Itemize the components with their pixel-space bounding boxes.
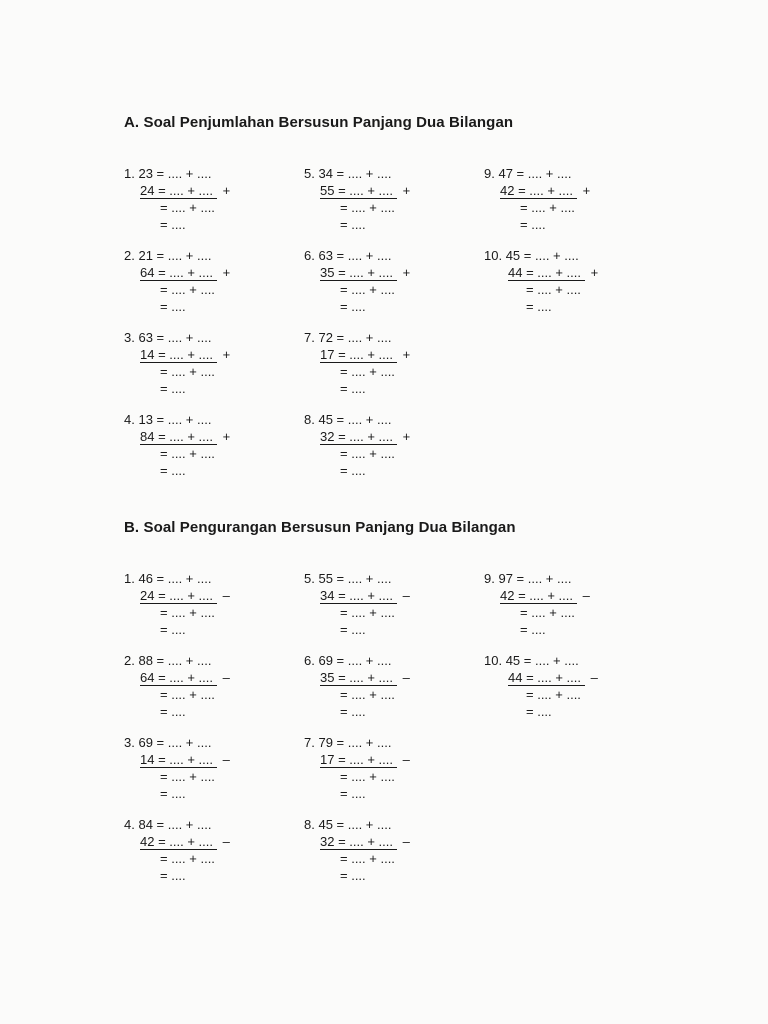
problem-line-3: = .... + .... [520, 605, 575, 620]
problem-line-2 [320, 429, 410, 446]
problem-number: 7. [304, 735, 315, 750]
problem-number: 4. [124, 412, 135, 427]
problem-line-1 [124, 735, 211, 752]
problem-number: 8. [304, 817, 315, 832]
problem-line-4: = .... [340, 217, 366, 232]
problem-item [484, 653, 644, 725]
problem-line-4: = .... [160, 786, 186, 801]
problem-item [124, 166, 284, 238]
decomposition-blank: = .... + .... [334, 588, 397, 603]
problem-line-4: = .... [340, 381, 366, 396]
first-number: 34 [318, 166, 333, 181]
problem-number: 9. [484, 166, 495, 181]
decomposition-blank: = .... + .... [334, 752, 397, 767]
underlined-second-row [500, 588, 577, 604]
problem-item [304, 653, 464, 725]
underlined-second-row [320, 670, 397, 686]
second-number: 35 [320, 670, 335, 685]
problem-line-3: = .... + .... [340, 687, 395, 702]
decomposition-blank: = .... + .... [334, 670, 397, 685]
problem-line-2 [140, 752, 230, 769]
decomposition-blank: = .... + .... [154, 670, 217, 685]
problem-number: 2. [124, 653, 135, 668]
problem-line-3: = .... + .... [526, 687, 581, 702]
decomposition-blank: = .... + .... [332, 330, 392, 345]
first-number: 63 [318, 248, 333, 263]
underlined-second-row [140, 752, 217, 768]
problem-line-1 [124, 248, 211, 265]
operator-sign: + [402, 265, 411, 280]
problem-item [124, 248, 284, 320]
problem-number: 5. [304, 166, 315, 181]
problem-line-1 [124, 571, 211, 588]
first-number: 63 [138, 330, 153, 345]
problem-item [124, 817, 284, 889]
problem-line-1 [124, 653, 211, 670]
first-number: 79 [318, 735, 333, 750]
underlined-second-row [320, 588, 397, 604]
operator-sign: + [402, 429, 411, 444]
decomposition-blank: = .... + .... [512, 571, 572, 586]
problem-line-2 [320, 834, 410, 851]
first-number: 46 [138, 571, 153, 586]
underlined-second-row [140, 834, 217, 850]
problem-item [484, 166, 644, 238]
decomposition-blank: = .... + .... [154, 347, 217, 362]
problem-item [124, 571, 284, 643]
first-number: 84 [138, 817, 153, 832]
operator-sign: + [222, 183, 231, 198]
operator-sign: – [222, 670, 230, 685]
problem-line-3: = .... + .... [160, 605, 215, 620]
operator-sign: + [222, 347, 231, 362]
problem-number: 2. [124, 248, 135, 263]
problem-line-2 [140, 670, 230, 687]
decomposition-blank: = .... + .... [334, 834, 397, 849]
underlined-second-row [508, 265, 585, 281]
problem-line-3: = .... + .... [160, 364, 215, 379]
problem-line-3: = .... + .... [160, 687, 215, 702]
problem-line-4: = .... [160, 622, 186, 637]
problem-line-1 [304, 817, 391, 834]
decomposition-blank: = .... + .... [152, 571, 212, 586]
problem-line-4: = .... [340, 622, 366, 637]
operator-sign: – [402, 670, 410, 685]
problem-line-3: = .... + .... [160, 446, 215, 461]
problem-number: 6. [304, 248, 315, 263]
section-heading: B. Soal Pengurangan Bersusun Panjang Dua Bilangan [124, 519, 516, 536]
first-number: 45 [505, 248, 521, 263]
underlined-second-row [140, 670, 217, 686]
problem-line-1 [304, 330, 391, 347]
decomposition-blank: = .... + .... [152, 653, 212, 668]
decomposition-blank: = .... + .... [152, 735, 212, 750]
problem-line-1 [484, 166, 571, 183]
first-number: 21 [138, 248, 153, 263]
problem-number: 10. [484, 653, 503, 668]
problem-line-4: = .... [160, 299, 186, 314]
operator-sign: – [222, 588, 230, 603]
decomposition-blank: = .... + .... [334, 265, 397, 280]
problem-line-2 [140, 265, 230, 282]
operator-sign: – [402, 588, 410, 603]
underlined-second-row [320, 429, 397, 445]
problem-line-4: = .... [160, 704, 186, 719]
decomposition-blank: = .... + .... [332, 571, 392, 586]
decomposition-blank: = .... + .... [154, 752, 217, 767]
first-number: 69 [138, 735, 153, 750]
first-number: 45 [318, 817, 333, 832]
first-number: 45 [505, 653, 521, 668]
problem-line-3: = .... + .... [340, 851, 395, 866]
first-number: 47 [498, 166, 513, 181]
problem-item [124, 653, 284, 725]
first-number: 88 [138, 653, 153, 668]
problem-line-1 [124, 412, 211, 429]
problem-line-3: = .... + .... [340, 769, 395, 784]
second-number: 34 [320, 588, 335, 603]
problem-line-3: = .... + .... [340, 200, 395, 215]
problem-item [124, 412, 284, 484]
second-number: 84 [140, 429, 155, 444]
problem-line-4: = .... [520, 217, 546, 232]
problem-line-1 [124, 817, 211, 834]
problem-line-3: = .... + .... [160, 282, 215, 297]
problem-line-3: = .... + .... [340, 282, 395, 297]
problem-line-2 [320, 347, 410, 364]
decomposition-blank: = .... + .... [332, 653, 392, 668]
problem-line-4: = .... [160, 868, 186, 883]
problem-item [484, 248, 644, 320]
problem-line-2 [320, 265, 410, 282]
decomposition-blank: = .... + .... [332, 735, 392, 750]
problem-line-2 [140, 183, 230, 200]
problem-line-4: = .... [340, 704, 366, 719]
underlined-second-row [140, 265, 217, 281]
decomposition-blank: = .... + .... [332, 166, 392, 181]
problem-line-4: = .... [160, 463, 186, 478]
underlined-second-row [320, 834, 397, 850]
decomposition-blank: = .... + .... [520, 248, 579, 263]
underlined-second-row [320, 183, 397, 199]
decomposition-blank: = .... + .... [514, 183, 577, 198]
second-number: 42 [500, 183, 515, 198]
underlined-second-row [140, 183, 217, 199]
underlined-second-row [140, 588, 217, 604]
problem-line-3: = .... + .... [160, 200, 215, 215]
second-number: 42 [500, 588, 515, 603]
decomposition-blank: = .... + .... [520, 653, 579, 668]
underlined-second-row [320, 347, 397, 363]
first-number: 69 [318, 653, 333, 668]
problem-line-2 [500, 183, 590, 200]
decomposition-blank: = .... + .... [152, 817, 212, 832]
operator-sign: – [222, 834, 230, 849]
decomposition-blank: = .... + .... [514, 588, 577, 603]
second-number: 14 [140, 347, 155, 362]
problem-line-2 [320, 752, 410, 769]
problem-line-3: = .... + .... [340, 446, 395, 461]
problem-item [124, 330, 284, 402]
problem-line-2 [508, 265, 598, 282]
problem-item [124, 735, 284, 807]
problem-line-1 [304, 653, 391, 670]
decomposition-blank: = .... + .... [152, 248, 212, 263]
second-number: 24 [140, 588, 155, 603]
problem-line-2 [140, 429, 230, 446]
problem-item [304, 166, 464, 238]
problem-item [304, 330, 464, 402]
second-number: 44 [508, 265, 523, 280]
underlined-second-row [508, 670, 585, 686]
operator-sign: + [590, 265, 599, 280]
first-number: 72 [318, 330, 333, 345]
problem-line-2 [320, 588, 410, 605]
operator-sign: + [222, 429, 231, 444]
problem-number: 10. [484, 248, 503, 263]
problem-number: 1. [124, 571, 135, 586]
problem-line-1 [304, 166, 391, 183]
operator-sign: + [582, 183, 591, 198]
decomposition-blank: = .... + .... [152, 166, 212, 181]
problem-line-2 [320, 670, 410, 687]
problem-number: 8. [304, 412, 315, 427]
problem-line-1 [484, 653, 579, 670]
decomposition-blank: = .... + .... [154, 588, 217, 603]
problem-line-4: = .... [526, 704, 552, 719]
problem-line-2 [508, 670, 598, 687]
problem-line-3: = .... + .... [526, 282, 581, 297]
problem-line-1 [484, 248, 579, 265]
first-number: 23 [138, 166, 153, 181]
problem-line-3: = .... + .... [160, 851, 215, 866]
second-number: 55 [320, 183, 335, 198]
decomposition-blank: = .... + .... [334, 347, 397, 362]
problem-line-4: = .... [340, 786, 366, 801]
problem-line-1 [304, 571, 391, 588]
problem-line-1 [124, 330, 211, 347]
decomposition-blank: = .... + .... [512, 166, 572, 181]
problem-line-3: = .... + .... [340, 364, 395, 379]
problem-line-2 [140, 588, 230, 605]
decomposition-blank: = .... + .... [152, 330, 212, 345]
underlined-second-row [320, 265, 397, 281]
problem-line-4: = .... [520, 622, 546, 637]
problem-item [304, 571, 464, 643]
problem-item [304, 248, 464, 320]
section-heading: A. Soal Penjumlahan Bersusun Panjang Dua Bilangan [124, 114, 514, 131]
problem-line-4: = .... [340, 299, 366, 314]
operator-sign: + [222, 265, 231, 280]
problem-line-3: = .... + .... [340, 605, 395, 620]
problem-line-2 [140, 834, 230, 851]
problem-line-1 [304, 248, 391, 265]
second-number: 32 [320, 834, 335, 849]
operator-sign: – [582, 588, 590, 603]
second-number: 64 [140, 265, 155, 280]
problem-number: 3. [124, 735, 135, 750]
problem-line-2 [500, 588, 590, 605]
problem-line-4: = .... [340, 463, 366, 478]
problem-item [304, 412, 464, 484]
problem-line-1 [304, 735, 391, 752]
decomposition-blank: = .... + .... [332, 817, 392, 832]
problem-item [484, 571, 644, 643]
second-number: 32 [320, 429, 335, 444]
problem-line-4: = .... [526, 299, 552, 314]
problem-number: 9. [484, 571, 495, 586]
second-number: 17 [320, 752, 335, 767]
decomposition-blank: = .... + .... [332, 412, 392, 427]
decomposition-blank: = .... + .... [154, 429, 217, 444]
problem-line-4: = .... [160, 217, 186, 232]
second-number: 42 [140, 834, 155, 849]
problem-number: 4. [124, 817, 135, 832]
underlined-second-row [500, 183, 577, 199]
decomposition-blank: = .... + .... [332, 248, 392, 263]
operator-sign: – [590, 670, 598, 685]
operator-sign: – [402, 834, 410, 849]
operator-sign: – [402, 752, 410, 767]
second-number: 14 [140, 752, 155, 767]
decomposition-blank: = .... + .... [154, 834, 217, 849]
decomposition-blank: = .... + .... [334, 183, 397, 198]
decomposition-blank: = .... + .... [522, 265, 585, 280]
second-number: 35 [320, 265, 335, 280]
problem-line-2 [320, 183, 410, 200]
decomposition-blank: = .... + .... [152, 412, 212, 427]
underlined-second-row [320, 752, 397, 768]
problem-line-1 [304, 412, 391, 429]
decomposition-blank: = .... + .... [154, 183, 217, 198]
decomposition-blank: = .... + .... [154, 265, 217, 280]
problem-number: 1. [124, 166, 135, 181]
underlined-second-row [140, 429, 217, 445]
underlined-second-row [140, 347, 217, 363]
first-number: 45 [318, 412, 333, 427]
second-number: 17 [320, 347, 335, 362]
first-number: 97 [498, 571, 513, 586]
problem-item [304, 735, 464, 807]
problem-line-1 [484, 571, 571, 588]
problem-number: 7. [304, 330, 315, 345]
second-number: 24 [140, 183, 155, 198]
operator-sign: + [402, 183, 411, 198]
decomposition-blank: = .... + .... [522, 670, 585, 685]
problem-number: 6. [304, 653, 315, 668]
operator-sign: + [402, 347, 411, 362]
problem-line-4: = .... [160, 381, 186, 396]
operator-sign: – [222, 752, 230, 767]
problem-item [304, 817, 464, 889]
problem-line-2 [140, 347, 230, 364]
problem-line-3: = .... + .... [160, 769, 215, 784]
problem-line-3: = .... + .... [520, 200, 575, 215]
second-number: 44 [508, 670, 523, 685]
problem-number: 5. [304, 571, 315, 586]
first-number: 13 [138, 412, 153, 427]
decomposition-blank: = .... + .... [334, 429, 397, 444]
second-number: 64 [140, 670, 155, 685]
problem-line-4: = .... [340, 868, 366, 883]
first-number: 55 [318, 571, 333, 586]
problem-number: 3. [124, 330, 135, 345]
problem-line-1 [124, 166, 211, 183]
